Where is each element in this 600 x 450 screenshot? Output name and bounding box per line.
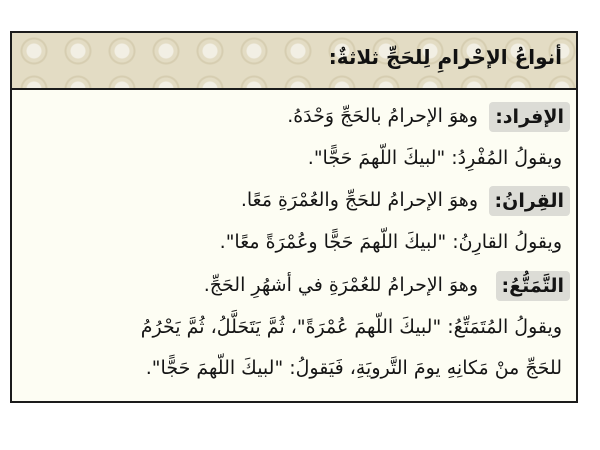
info-box <box>10 31 578 403</box>
term-tamattu: التَّمَتُّعُ: <box>496 271 570 301</box>
box-title: أنواعُ الإحْرامِ لِلحَجِّ ثلاثةٌ: <box>328 45 562 69</box>
saying-tamattu-continued: للحَجِّ منْ مَكانِهِ يومَ التَّرويَةِ، فَيَقولُ: "لبيكَ اللّهمَ حَجًّا". <box>145 357 562 379</box>
saying-ifrad: ويقولُ المُفْرِدُ: "لبيكَ اللّهمَ حَجًّا". <box>307 147 562 169</box>
box-content <box>12 90 576 401</box>
saying-tamattu: ويقولُ المُتَمَتِّعُ: "لبيكَ اللّهمَ عُمْرَةً"، ثُمَّ يَتَحَلَّلُ، ثُمَّ يَحْرُمُ <box>140 316 562 338</box>
saying-qiran: ويقولُ القارِنُ: "لبيكَ اللّهمَ حَجًّا وعُمْرَةً معًا". <box>219 231 562 253</box>
box-header <box>12 33 576 90</box>
definition-qiran: وهوَ الإحرامُ للحَجِّ والعُمْرَةِ مَعًا. <box>240 189 478 211</box>
term-qiran: القِرانُ: <box>489 186 570 216</box>
term-ifrad: الإفراد: <box>489 102 570 132</box>
definition-ifrad: وهوَ الإحرامُ بالحَجِّ وَحْدَهُ. <box>287 105 478 127</box>
definition-tamattu: وهوَ الإحرامُ للعُمْرَةِ في أشهُرِ الحَجِّ. <box>203 274 478 296</box>
